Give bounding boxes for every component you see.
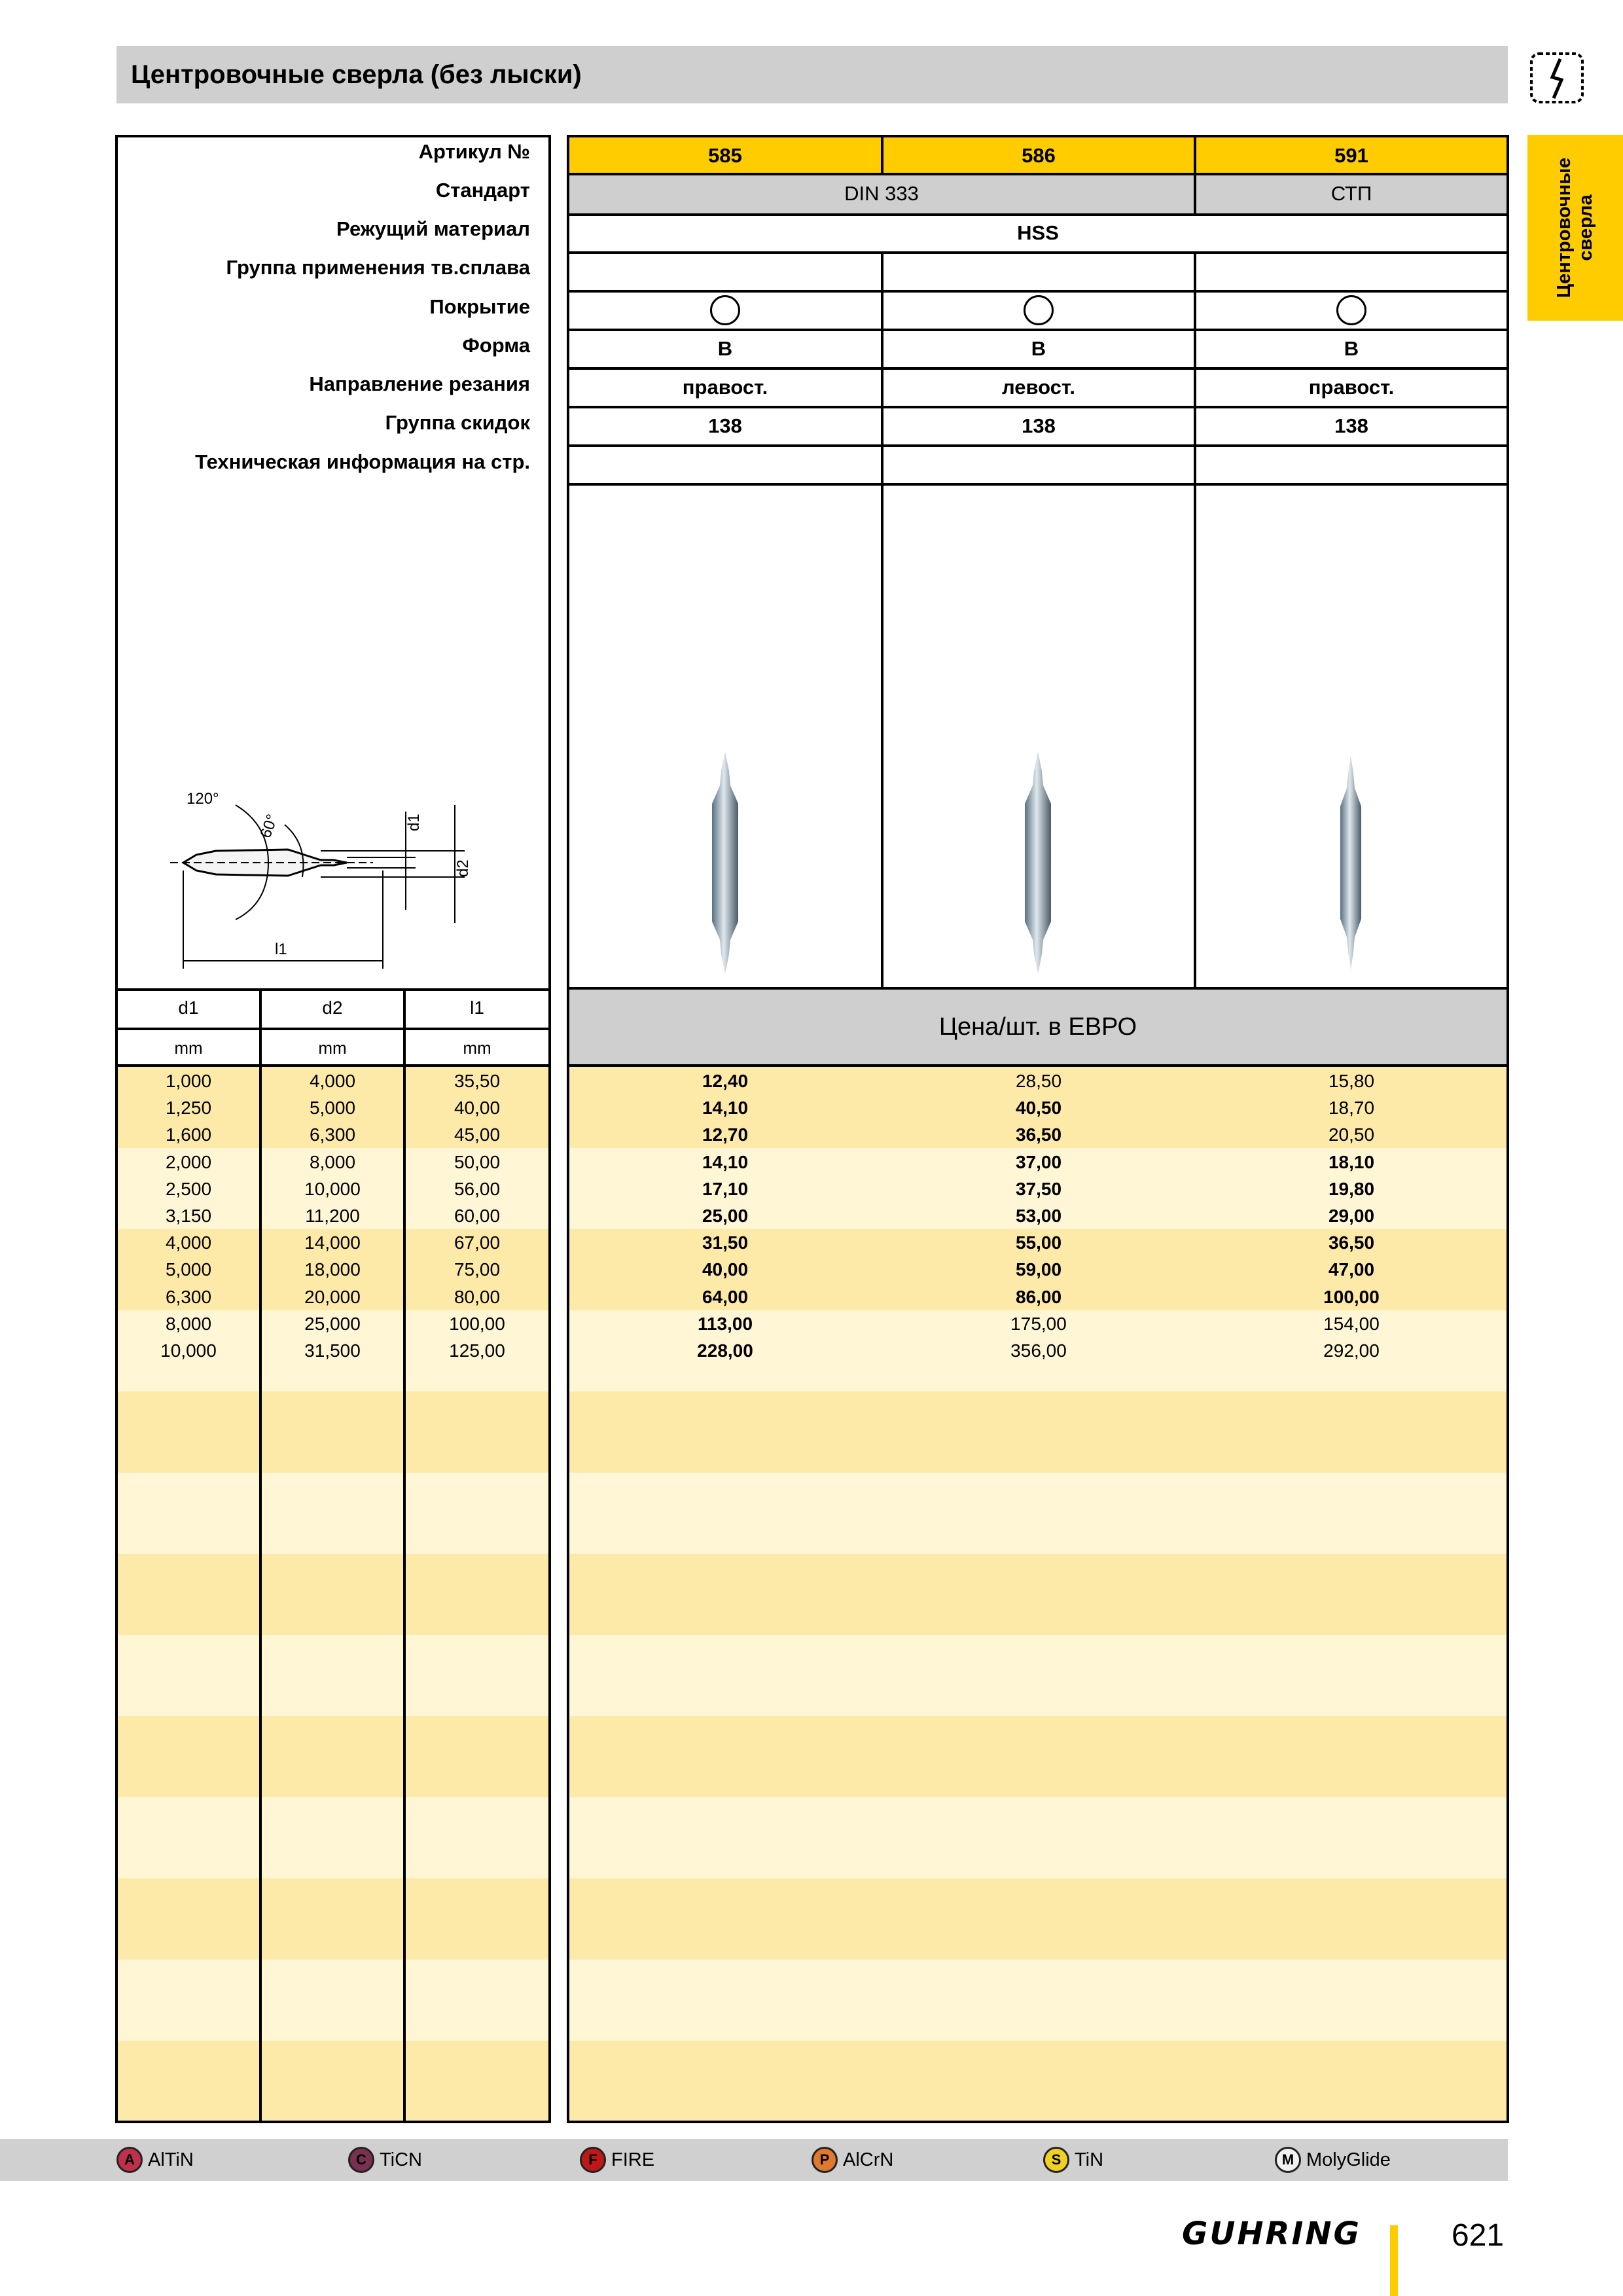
label-coating: Покрытие xyxy=(429,295,530,318)
direction-591: правост. xyxy=(1308,376,1395,399)
legend-item-molyglide xyxy=(1275,2142,1391,2178)
cell-l1: 100,00 xyxy=(449,1313,505,1334)
coating-alcrn-icon: P xyxy=(812,2147,838,2173)
direction-586: левост. xyxy=(1001,376,1075,399)
cell-p591: 20,50 xyxy=(1328,1124,1375,1145)
cell-p591: 29,00 xyxy=(1328,1206,1375,1226)
stripe xyxy=(118,1635,548,1716)
cell-p591: 154,00 xyxy=(1323,1313,1380,1334)
stripe xyxy=(118,1554,548,1635)
cell-l1: 67,00 xyxy=(454,1232,501,1253)
cell-p586: 86,00 xyxy=(1015,1286,1062,1307)
cell-d1: 1,600 xyxy=(165,1124,212,1145)
stripe xyxy=(118,1797,548,1878)
form-585: B xyxy=(717,337,733,360)
cell-d1: 10,000 xyxy=(160,1340,217,1361)
article-586[interactable]: 586 xyxy=(1022,144,1056,167)
cell-p591: 18,70 xyxy=(1328,1098,1375,1119)
standard-din: DIN 333 xyxy=(844,182,919,205)
cell-p591: 36,50 xyxy=(1328,1232,1375,1253)
cell-l1: 40,00 xyxy=(454,1098,501,1119)
coating-molyglide-icon: M xyxy=(1275,2147,1301,2173)
angle-60-label: 60° xyxy=(257,812,282,841)
standard-stp: СТП xyxy=(1330,182,1372,205)
legend-item-ticn xyxy=(348,2142,422,2178)
cell-p586: 55,00 xyxy=(1015,1232,1062,1253)
center-drill-diagram xyxy=(157,779,497,982)
label-tech-info: Техническая информация на стр. xyxy=(195,450,530,473)
drill-section-icon xyxy=(1529,51,1585,105)
cell-p586: 175,00 xyxy=(1010,1313,1067,1334)
d1-label: d1 xyxy=(405,814,423,831)
price-header: Цена/шт. в ЕВРО xyxy=(938,1013,1137,1041)
cell-d2: 31,500 xyxy=(304,1340,361,1361)
form-586: B xyxy=(1031,337,1046,360)
cell-p586: 40,50 xyxy=(1015,1098,1062,1119)
page-number: 621 xyxy=(1452,2218,1505,2253)
dim-unit-d1: mm xyxy=(174,1038,203,1058)
cell-p586: 356,00 xyxy=(1010,1340,1067,1361)
cell-p585: 113,00 xyxy=(697,1313,753,1334)
cell-l1: 50,00 xyxy=(454,1151,501,1172)
stripe xyxy=(118,1716,548,1797)
cell-p585: 12,40 xyxy=(702,1071,749,1091)
cell-d2: 18,000 xyxy=(304,1259,361,1280)
article-585[interactable]: 585 xyxy=(708,144,742,167)
stripe xyxy=(569,1960,1507,2041)
angle-120-label: 120° xyxy=(187,790,219,808)
cell-d1: 5,000 xyxy=(165,1259,212,1280)
coating-none-585 xyxy=(569,292,881,329)
cell-d2: 5,000 xyxy=(309,1098,356,1119)
legend-label: AlTiN xyxy=(148,2149,194,2170)
cell-d2: 11,200 xyxy=(305,1206,360,1226)
legend-item-altin xyxy=(116,2142,194,2178)
cell-d2: 4,000 xyxy=(309,1071,356,1091)
form-591: B xyxy=(1344,337,1359,360)
stripe xyxy=(118,1878,548,1960)
cell-p586: 37,00 xyxy=(1015,1151,1062,1172)
label-cut-direction: Направление резания xyxy=(309,372,530,395)
label-carbide-group: Группа применения тв.сплава xyxy=(226,256,530,279)
cell-l1: 35,50 xyxy=(454,1071,501,1091)
cell-d2: 14,000 xyxy=(304,1232,361,1253)
coating-fire-icon: F xyxy=(580,2147,606,2173)
legend-label: AlCrN xyxy=(843,2149,894,2170)
cell-p591: 18,10 xyxy=(1328,1151,1375,1172)
cell-p585: 14,10 xyxy=(702,1098,749,1119)
legend-label: TiN xyxy=(1075,2149,1104,2170)
guhring-logo: GUHRING xyxy=(1182,2215,1361,2252)
legend-item-fire xyxy=(580,2142,654,2178)
d2-label: d2 xyxy=(454,859,472,877)
label-discount-group: Группа скидок xyxy=(385,411,530,434)
drill-image-591 xyxy=(1323,751,1378,974)
cell-d2: 8,000 xyxy=(309,1151,356,1172)
side-tab-label xyxy=(1527,135,1623,321)
cell-p591: 19,80 xyxy=(1328,1178,1375,1199)
discount-586: 138 xyxy=(1022,414,1056,437)
cell-p591: 100,00 xyxy=(1323,1286,1380,1307)
dim-header-d1: d1 xyxy=(178,997,199,1018)
cell-d2: 25,000 xyxy=(304,1313,361,1334)
stripe xyxy=(569,2041,1507,2121)
page-title: Центровочные сверла (без лыски) xyxy=(131,60,582,89)
cell-d2: 10,000 xyxy=(304,1178,361,1199)
discount-591: 138 xyxy=(1334,414,1368,437)
cell-p586: 53,00 xyxy=(1015,1206,1062,1226)
cell-p591: 15,80 xyxy=(1328,1071,1375,1091)
l1-label: l1 xyxy=(275,941,287,958)
label-cutting-material: Режущий материал xyxy=(336,217,530,240)
cell-p591: 292,00 xyxy=(1323,1340,1380,1361)
footer-accent-bar xyxy=(1390,2225,1398,2296)
legend-label: MolyGlide xyxy=(1306,2149,1391,2170)
cell-p585: 228,00 xyxy=(697,1340,753,1361)
cell-p586: 59,00 xyxy=(1015,1259,1062,1280)
coating-none-586 xyxy=(883,292,1194,329)
cell-p585: 25,00 xyxy=(702,1206,749,1226)
cell-l1: 75,00 xyxy=(454,1259,501,1280)
cell-p585: 12,70 xyxy=(702,1124,749,1145)
cell-d1: 1,250 xyxy=(165,1098,212,1119)
coating-altin-icon: A xyxy=(116,2147,143,2173)
dim-unit-d2: mm xyxy=(318,1038,347,1058)
drill-image-585 xyxy=(698,751,753,974)
cell-p586: 28,50 xyxy=(1015,1071,1062,1091)
stripe xyxy=(569,1473,1507,1554)
label-article: Артикул № xyxy=(418,140,530,163)
dim-header-d2: d2 xyxy=(322,997,343,1018)
cell-p585: 17,10 xyxy=(702,1178,749,1199)
legend-label: TiCN xyxy=(380,2149,422,2170)
coating-ticn-icon: C xyxy=(348,2147,374,2173)
cell-p585: 64,00 xyxy=(702,1286,749,1307)
cell-d1: 3,150 xyxy=(165,1206,212,1226)
cell-p586: 37,50 xyxy=(1015,1178,1062,1199)
cell-d1: 8,000 xyxy=(165,1313,212,1334)
cell-d1: 4,000 xyxy=(165,1232,212,1253)
article-591[interactable]: 591 xyxy=(1334,144,1368,167)
cell-p585: 31,50 xyxy=(702,1232,749,1253)
cell-d2: 20,000 xyxy=(304,1286,361,1307)
label-form: Форма xyxy=(462,334,530,357)
cell-l1: 45,00 xyxy=(454,1124,501,1145)
cell-l1: 80,00 xyxy=(454,1286,501,1307)
cell-d1: 6,300 xyxy=(165,1286,212,1307)
stripe xyxy=(118,2041,548,2121)
side-tab-text: Центровочные сверла xyxy=(1554,157,1596,298)
stripe xyxy=(569,1554,1507,1635)
stripe xyxy=(118,1391,548,1473)
cell-p585: 14,10 xyxy=(702,1151,749,1172)
cell-p591: 47,00 xyxy=(1328,1259,1375,1280)
discount-585: 138 xyxy=(708,414,742,437)
dim-unit-l1: mm xyxy=(463,1038,491,1058)
coating-none-591 xyxy=(1196,292,1507,329)
stripe xyxy=(569,1391,1507,1473)
legend-item-tin xyxy=(1043,2142,1103,2178)
stripe xyxy=(118,1473,548,1554)
cutting-material: HSS xyxy=(1017,221,1059,244)
stripe xyxy=(569,1635,1507,1716)
cell-l1: 60,00 xyxy=(454,1206,501,1226)
coating-tin-icon: S xyxy=(1043,2147,1069,2173)
stripe xyxy=(569,1878,1507,1960)
stripe xyxy=(118,1960,548,2041)
legend-label: FIRE xyxy=(611,2149,655,2170)
cell-p585: 40,00 xyxy=(702,1259,749,1280)
dim-header-l1: l1 xyxy=(470,997,484,1018)
cell-l1: 56,00 xyxy=(454,1178,501,1199)
stripe xyxy=(569,1797,1507,1878)
cell-p586: 36,50 xyxy=(1015,1124,1062,1145)
cell-d1: 2,000 xyxy=(165,1151,212,1172)
drill-image-586 xyxy=(1010,751,1065,974)
cell-d1: 1,000 xyxy=(165,1071,212,1091)
label-standard: Стандарт xyxy=(435,179,530,202)
cell-l1: 125,00 xyxy=(449,1340,505,1361)
cell-d1: 2,500 xyxy=(165,1178,212,1199)
stripe xyxy=(569,1716,1507,1797)
direction-585: правост. xyxy=(682,376,768,399)
legend-item-alcrn xyxy=(812,2142,893,2178)
cell-d2: 6,300 xyxy=(309,1124,356,1145)
